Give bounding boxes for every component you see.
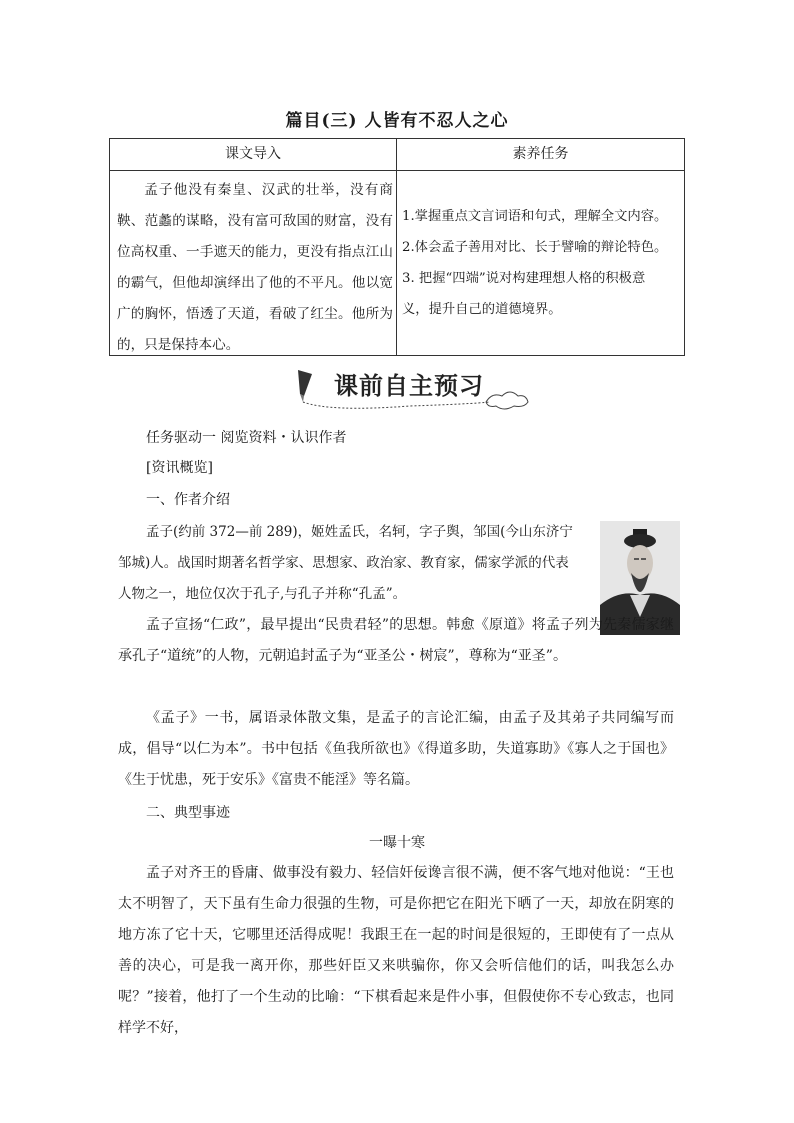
task-item: 1.掌握重点文言词语和句式，理解全文内容。: [402, 209, 668, 224]
author-line: 人物之一，地位仅次于孔子,与孔子并称“孔孟”。: [118, 586, 407, 602]
intro-table: [109, 138, 685, 356]
story-title: 一曝十寒: [369, 835, 425, 851]
resource-label: [资讯概览]: [146, 460, 213, 476]
author-line: 邹城)人。战国时期著名哲学家、思想家、政治家、教育家，儒家学派的代表: [118, 555, 569, 571]
task-item: 3. 把握“四端”说对构建理想人格的积极意: [402, 271, 646, 286]
task-heading: 任务驱动一 阅览资料・认识作者: [146, 430, 347, 446]
paragraph: 《孟子》一书，属语录体散文集，是孟子的言论汇编，由孟子及其弟子共同编写而成，倡导“以仁为本”。书中包括《鱼我所欲也》《得道多助，失道寡助》《寡人之于国也》《生于忧患，死于安乐》《富贵不能淫》等名篇。: [118, 710, 674, 788]
paragraph: 孟子对齐王的昏庸、做事没有毅力、轻信奸佞谗言很不满，便不客气地对他说：“王也太不明智了，天下虽有生命力很强的生物，可是你把它在阳光下晒了一天，却放在阴寒的地方冻了它十天，它哪里还活得成呢！我跟王在一起的时间是很短的，王即使有了一点从善的决心，可是我一离开你，那些奸臣又来哄骗你，你又会听信他们的话，叫我怎么办呢？”接着，他打了一个生动的比喻：“下棋看起来是件小事，但假使你不专心致志，也同样学不好，: [118, 865, 674, 1036]
section-heading: 一、作者介绍: [146, 492, 230, 508]
column-header-tasks: 素养任务: [512, 146, 569, 162]
table-divider: [110, 170, 684, 171]
task-item: 义，提升自己的道德境界。: [402, 302, 562, 317]
task-list: [402, 201, 686, 325]
section-heading: 二、典型事迹: [146, 805, 230, 821]
paragraph: 孟子宣扬“仁政”，最早提出“民贵君轻”的思想。韩愈《原道》将孟子列为先秦儒家继承孔子“道统”的人物，元朝追封孟子为“亚圣公・树宸”，尊称为“亚圣”。: [118, 617, 674, 664]
intro-text: 孟子他没有秦皇、汉武的壮举，没有商鞅、范蠡的谋略，没有富可敌国的财富，没有位高权重、一手遮天的能力，更没有指点江山的霸气，但他却演绎出了他的不平凡。他以宽广的胸怀，悟透了天道，看破了红尘。他所为的，只是保持本心。: [117, 182, 393, 353]
banner-title: 课前自主预习: [334, 372, 484, 400]
task-item: 2.体会孟子善用对比、长于譬喻的辩论特色。: [402, 240, 668, 255]
column-header-intro: 课文导入: [225, 146, 281, 162]
author-line: 孟子(约前 372—前 289)，姬姓孟氏，名轲，字子舆，邹国(今山东济宁: [146, 524, 573, 540]
table-divider-vertical: [396, 139, 397, 355]
section-banner: [290, 366, 540, 414]
page-title: 篇目(三) 人皆有不忍人之心: [285, 111, 509, 131]
